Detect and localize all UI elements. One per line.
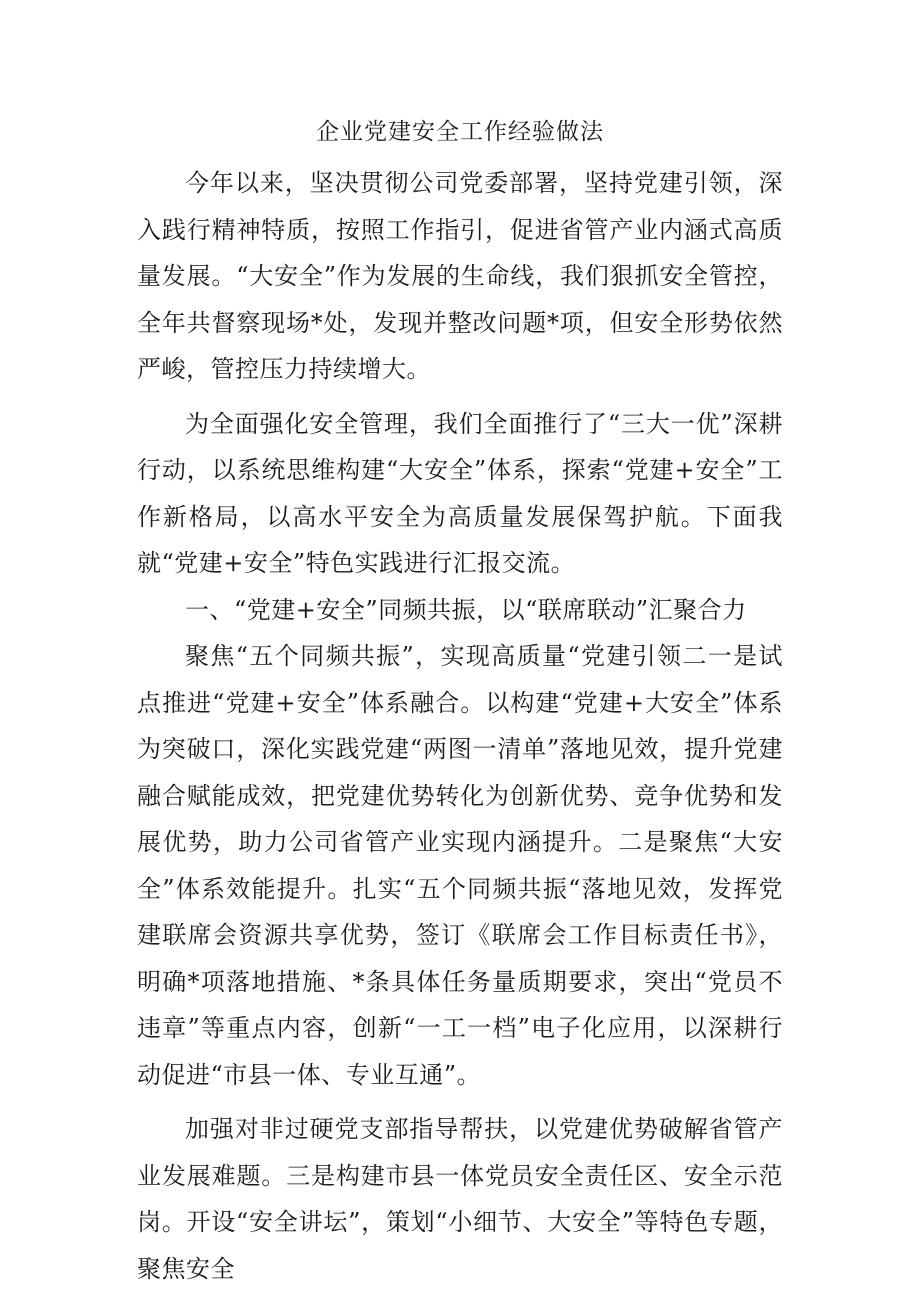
paragraph-intro: 今年以来，坚决贯彻公司党委部署，坚持党建引领，深入践行精神特质，按照工作指引，促进省管产业内涵式高质量发展。“大安全”作为发展的生命线，我们狠抓安全管控，全年共督察现场*处，发现并整改问题*项，但安全形势依然严峻，管控压力持续增大。 <box>137 169 783 383</box>
paragraph-section-1: 聚焦“五个同频共振”，实现高质量“党建引领二一是试点推进“党建+安全”体系融合。以构建“党建+大安全”体系为突破口，深化实践党建“两图一清单”落地见效，提升党建融合赋能成效，把党建优势转化为创新优势、竞争优势和发展优势，助力公司省管产业实现内涵提升。二是聚焦“大安全”体系效能提升。扎实“五个同频共振“落地见效，发挥党建联席会资源共享优势，签订《联席会工作目标责任书》，明确*项落地措施、*条具体任务量质期要求，突出“党员不违章”等重点内容，创新“一工一档”电子化应用，以深耕行动促进“市县一体、专业互通”。 <box>137 642 783 1089</box>
document-body <box>137 160 783 1292</box>
paragraph-overview: 为全面强化安全管理，我们全面推行了“三大一优”深耕行动，以系统思维构建“大安全”体系，探索“党建+安全”工作新格局，以高水平安全为高质量发展保驾护航。下面我就“党建+安全”特色实践进行汇报交流。 <box>137 409 783 577</box>
document-title: 企业党建安全工作经验做法 <box>316 119 604 145</box>
paragraph-gap <box>137 393 783 401</box>
section-heading-1: 一、“党建+安全”同频共振，以“联席联动”汇聚合力 <box>185 595 747 624</box>
paragraph-gap <box>137 1098 783 1106</box>
paragraph-section-1-continued: 加强对非过硬党支部指导帮扶，以党建优势破解省管产业发展难题。三是构建市县一体党员安全责任区、安全示范岗。开设“安全讲坛”，策划“小细节、大安全”等特色专题，聚焦安全 <box>137 1115 783 1283</box>
